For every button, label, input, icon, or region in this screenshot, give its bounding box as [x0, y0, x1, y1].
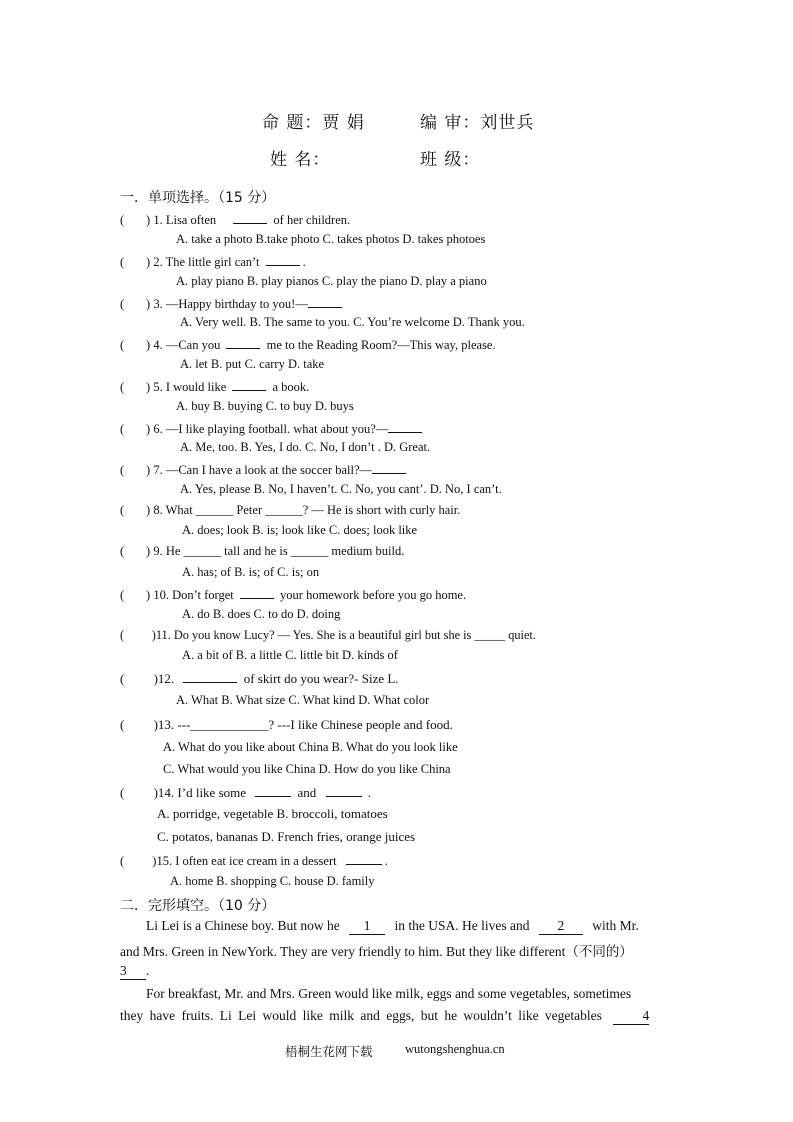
answer-paren[interactable]: (	[120, 503, 147, 517]
question-4: ( ) 4. —Can you me to the Reading Room?—This way, please.	[120, 338, 496, 352]
cloze-blank-1[interactable]: 1	[349, 918, 385, 935]
section-1-title: 一．单项选择。（15 分）	[120, 190, 276, 206]
answer-paren[interactable]: (	[120, 717, 154, 732]
question-10: ( ) 10. Don’t forget your homework before you go home.	[120, 588, 467, 602]
answer-paren[interactable]: (	[120, 255, 147, 269]
answer-paren[interactable]: (	[120, 297, 147, 311]
question-13: ( )13. ---____________? ---I like Chinese people and food.	[120, 717, 453, 732]
cloze-paragraph-2-line-1: For breakfast, Mr. and Mrs. Green would like milk, eggs and some vegetables, sometimes	[146, 986, 632, 1001]
question-3-options: A. Very well. B. The same to you. C. You’re welcome D. Thank you.	[180, 315, 525, 329]
question-15: ( )15. I often eat ice cream in a dessert .	[120, 854, 388, 868]
answer-blank[interactable]	[388, 420, 422, 433]
question-9-options: A. has; of B. is; of C. is; on	[182, 565, 320, 579]
question-12: ( )12. of skirt do you wear?- Size L.	[120, 671, 399, 686]
question-8-options: A. does; look B. is; look like C. does; look like	[182, 523, 418, 537]
answer-blank[interactable]	[308, 295, 342, 308]
cloze-blank-2[interactable]: 2	[539, 918, 583, 935]
question-8: ( ) 8. What ______ Peter ______? — He is short with curly hair.	[120, 503, 461, 517]
class-field-label: 班 级：	[420, 150, 481, 170]
answer-blank[interactable]	[226, 336, 260, 349]
question-3: ( ) 3. —Happy birthday to you!—	[120, 295, 345, 312]
answer-paren[interactable]: (	[120, 213, 147, 227]
question-7-options: A. Yes, please B. No, I haven’t. C. No, you cant’. D. No, I can’t.	[180, 482, 502, 496]
name-field-label: 姓 名：	[270, 150, 331, 170]
answer-paren[interactable]: (	[120, 628, 152, 642]
footer-site-name: 梧桐生花网下载	[285, 1045, 373, 1059]
question-12-options: A. What B. What size C. What kind D. What color	[176, 693, 430, 707]
question-15-options: A. home B. shopping C. house D. family	[170, 874, 375, 888]
question-10-options: A. do B. does C. to do D. doing	[182, 607, 341, 621]
answer-paren[interactable]: (	[120, 338, 147, 352]
question-1-options: A. take a photo B.take photo C. takes photos D. takes photoes	[176, 232, 486, 246]
answer-paren[interactable]: (	[120, 785, 154, 800]
answer-paren[interactable]: (	[120, 463, 147, 477]
author-label: 命 题：贾 娟	[262, 113, 365, 133]
question-6: ( ) 6. —I like playing football. what about you?—	[120, 420, 425, 437]
cloze-paragraph-1-line-2: and Mrs. Green in NewYork. They are very friendly to him. But they like different（不同的）	[120, 944, 633, 959]
answer-blank[interactable]	[232, 378, 266, 391]
section-2-title: 二．完形填空。（10 分）	[120, 898, 276, 914]
answer-paren[interactable]: (	[120, 854, 153, 868]
question-5: ( ) 5. I would like a book.	[120, 380, 310, 394]
cloze-paragraph-2-line-2: they have fruits. Li Lei would like milk and eggs, but he wouldn’t like vegetables 4	[120, 1008, 650, 1023]
question-11-options: A. a bit of B. a little C. little bit D. kinds of	[182, 648, 398, 662]
reviewer-label: 编 审：刘世兵	[420, 113, 535, 133]
answer-blank[interactable]	[372, 461, 406, 474]
question-14-options-cd: C. potatos, bananas D. French fries, orange juices	[157, 829, 416, 844]
question-14-options-ab: A. porridge, vegetable B. broccoli, tomatoes	[157, 806, 388, 821]
footer-site-url: wutongshenghua.cn	[405, 1042, 505, 1056]
answer-blank[interactable]	[255, 784, 291, 797]
answer-paren[interactable]: (	[120, 588, 147, 602]
answer-paren[interactable]: (	[120, 544, 147, 558]
answer-paren[interactable]: (	[120, 671, 154, 686]
question-14: ( )14. I’d like some and .	[120, 785, 372, 800]
answer-blank[interactable]	[266, 253, 300, 266]
question-13-options-ab: A. What do you like about China B. What do you look like	[163, 740, 458, 754]
answer-paren[interactable]: (	[120, 380, 147, 394]
question-5-options: A. buy B. buying C. to buy D. buys	[176, 399, 354, 413]
question-2-options: A. play piano B. play pianos C. play the piano D. play a piano	[176, 274, 487, 288]
question-2: ( ) 2. The little girl can’t .	[120, 255, 306, 269]
answer-paren[interactable]: (	[120, 422, 147, 436]
question-11: ( )11. Do you know Lucy? — Yes. She is a beautiful girl but she is _____ quiet.	[120, 628, 536, 642]
cloze-paragraph-1-line-3: 3 .	[120, 963, 150, 978]
question-4-options: A. let B. put C. carry D. take	[180, 357, 325, 371]
answer-blank[interactable]	[346, 852, 382, 865]
answer-blank[interactable]	[326, 784, 362, 797]
cloze-paragraph-1-line-1: Li Lei is a Chinese boy. But now he 1 in the USA. He lives and 2 with Mr.	[146, 918, 639, 933]
question-1: ( ) 1. Lisa often of her children.	[120, 213, 351, 227]
question-7: ( ) 7. —Can I have a look at the soccer ball?—	[120, 461, 409, 478]
cloze-blank-3[interactable]: 3	[120, 963, 146, 980]
answer-blank[interactable]	[240, 586, 274, 599]
answer-blank[interactable]	[183, 670, 237, 683]
question-6-options: A. Me, too. B. Yes, I do. C. No, I don’t . D. Great.	[180, 440, 431, 454]
answer-blank[interactable]	[233, 211, 267, 224]
question-9: ( ) 9. He ______ tall and he is ______ medium build.	[120, 544, 405, 558]
question-13-options-cd: C. What would you like China D. How do you like China	[163, 762, 451, 776]
cloze-blank-4[interactable]: 4	[613, 1008, 649, 1025]
